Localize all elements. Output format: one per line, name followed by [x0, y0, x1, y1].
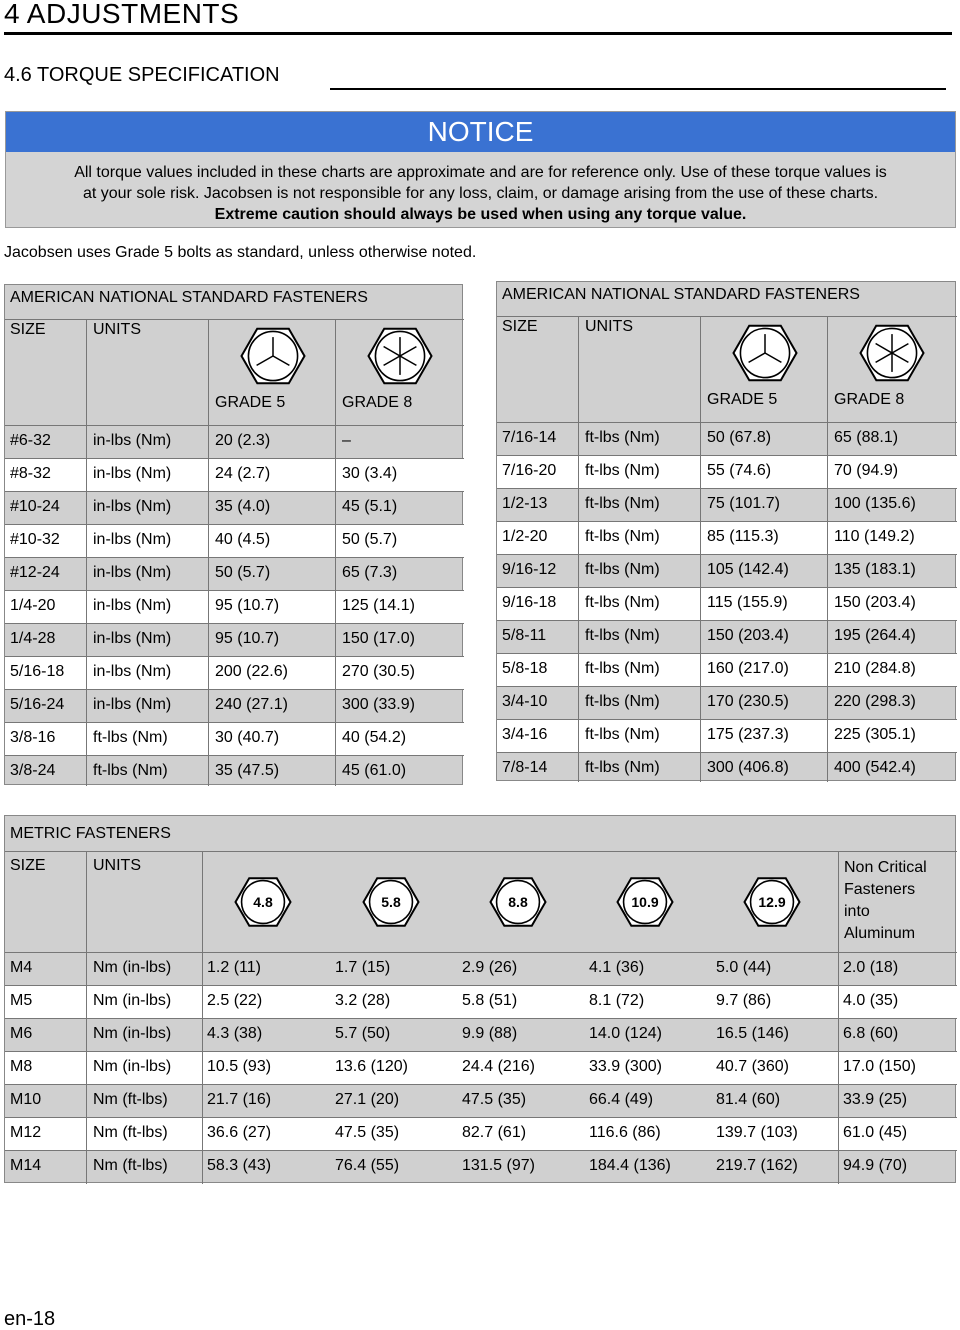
am-left-cell-grade8: 125 (14.1) — [342, 597, 415, 614]
am-left-cell-units: in-lbs (Nm) — [93, 597, 172, 614]
metric-cell-g12-9: 16.5 (146) — [716, 1025, 789, 1042]
am-left-cell-size: #8-32 — [10, 465, 51, 482]
am-left-cell-units: in-lbs (Nm) — [93, 663, 172, 680]
am-right-cell-grade8: 195 (264.4) — [834, 627, 916, 644]
am-left-cell-grade8: 150 (17.0) — [342, 630, 415, 647]
am-right-cell-size: 1/2-20 — [502, 528, 548, 545]
section-rule — [330, 88, 946, 90]
metric-hline — [5, 851, 957, 852]
am-right-cell-grade8: 70 (94.9) — [834, 462, 899, 479]
metric-cell-g8-8: 24.4 (216) — [462, 1058, 535, 1075]
am-left-hline — [5, 590, 464, 591]
metric-cell-size: M6 — [10, 1025, 33, 1042]
metric-cell-units: Nm (in-lbs) — [93, 992, 172, 1009]
am-right-cell-grade5: 150 (203.4) — [707, 627, 789, 644]
am-left-cell-grade5: 200 (22.6) — [215, 663, 288, 680]
metric-cell-g4-8: 1.2 (11) — [207, 959, 261, 976]
metric-cell-g12-9: 139.7 (103) — [716, 1124, 798, 1141]
metric-hline — [5, 1117, 957, 1118]
metric-header-aluminum-line: Aluminum — [844, 925, 916, 942]
am-left-cell-units: in-lbs (Nm) — [93, 564, 172, 581]
am-left-cell-grade8: 50 (5.7) — [342, 531, 398, 548]
am-left-hline — [5, 722, 464, 723]
am-left-cell-grade5: 240 (27.1) — [215, 696, 288, 713]
metric-cell-g12-9: 219.7 (162) — [716, 1157, 798, 1174]
am-left-hline — [5, 755, 464, 756]
am-right-cell-grade8: 225 (305.1) — [834, 726, 916, 743]
am-right-cell-grade5: 50 (67.8) — [707, 429, 772, 446]
am-left-cell-units: in-lbs (Nm) — [93, 432, 172, 449]
metric-cell-size: M4 — [10, 959, 33, 976]
am-right-cell-grade5: 85 (115.3) — [707, 528, 779, 545]
metric-cell-aluminum: 17.0 (150) — [843, 1058, 916, 1075]
chapter-title: 4 ADJUSTMENTS — [4, 0, 240, 29]
metric-header-size: SIZE — [10, 857, 46, 874]
metric-bolt-grade-label: 4.8 — [253, 894, 273, 910]
am-left-cell-size: 5/16-18 — [10, 663, 65, 680]
metric-cell-g8-8: 5.8 (51) — [462, 992, 518, 1009]
metric-cell-g10-9: 8.1 (72) — [589, 992, 645, 1009]
am-left-cell-size: #12-24 — [10, 564, 60, 581]
am-left-cell-units: in-lbs (Nm) — [93, 630, 172, 647]
am-right-hline — [497, 316, 957, 317]
am-right-cell-size: 7/8-14 — [502, 759, 548, 776]
am-left-cell-units: in-lbs (Nm) — [93, 498, 172, 515]
am-left-cell-grade8: 65 (7.3) — [342, 564, 398, 581]
am-left-cell-size: 1/4-28 — [10, 630, 56, 647]
am-left-cell-size: 3/8-24 — [10, 762, 56, 779]
am-left-cell-size: 3/8-16 — [10, 729, 56, 746]
am-left-cell-grade8: 40 (54.2) — [342, 729, 407, 746]
metric-cell-g12-9: 81.4 (60) — [716, 1091, 781, 1108]
am-left-header-units: UNITS — [93, 321, 141, 338]
notice-box — [5, 111, 956, 228]
am-right-cell-size: 5/8-11 — [502, 627, 547, 644]
am-right-cell-units: ft-lbs (Nm) — [585, 528, 660, 545]
am-right-cell-units: ft-lbs (Nm) — [585, 726, 660, 743]
metric-bolt-grade-label: 12.9 — [758, 894, 786, 910]
am-right-header-units: UNITS — [585, 318, 633, 335]
am-right-cell-size: 5/8-18 — [502, 660, 548, 677]
metric-cell-size: M14 — [10, 1157, 42, 1174]
am-right-cell-units: ft-lbs (Nm) — [585, 627, 660, 644]
metric-cell-size: M8 — [10, 1058, 33, 1075]
metric-cell-g5-8: 13.6 (120) — [335, 1058, 408, 1075]
am-right-cell-grade5: 300 (406.8) — [707, 759, 789, 776]
am-left-hline — [5, 491, 464, 492]
am-left-header-grade8: GRADE 8 — [342, 394, 413, 411]
am-left-cell-units: ft-lbs (Nm) — [93, 729, 168, 746]
am-left-hline — [5, 623, 464, 624]
am-left-header-size: SIZE — [10, 321, 46, 338]
am-left-cell-grade8: 30 (3.4) — [342, 465, 398, 482]
am-right-cell-grade5: 160 (217.0) — [707, 660, 789, 677]
metric-cell-g4-8: 10.5 (93) — [207, 1058, 272, 1075]
am-right-cell-size: 3/4-16 — [502, 726, 548, 743]
metric-cell-units: Nm (ft-lbs) — [93, 1157, 168, 1174]
metric-cell-aluminum: 94.9 (70) — [843, 1157, 908, 1174]
am-left-cell-units: in-lbs (Nm) — [93, 696, 172, 713]
am-left-cell-grade8: 300 (33.9) — [342, 696, 415, 713]
am-right-cell-size: 7/16-14 — [502, 429, 557, 446]
metric-cell-units: Nm (ft-lbs) — [93, 1124, 168, 1141]
metric-cell-g10-9: 66.4 (49) — [589, 1091, 654, 1108]
metric-cell-g5-8: 5.7 (50) — [335, 1025, 391, 1042]
metric-header-aluminum-line: Non Critical — [844, 859, 927, 876]
metric-cell-g12-9: 5.0 (44) — [716, 959, 772, 976]
am-right-cell-grade8: 210 (284.8) — [834, 660, 916, 677]
am-left-cell-grade8: – — [342, 432, 351, 449]
am-right-hline — [497, 554, 957, 555]
metric-bolt-grade-label: 5.8 — [381, 894, 401, 910]
metric-cell-g5-8: 27.1 (20) — [335, 1091, 400, 1108]
am-left-vline — [86, 319, 87, 786]
metric-cell-aluminum: 4.0 (35) — [843, 992, 899, 1009]
metric-cell-g4-8: 21.7 (16) — [207, 1091, 272, 1108]
am-right-hline — [497, 488, 957, 489]
am-right-cell-size: 7/16-20 — [502, 462, 557, 479]
bolt-grade-8-icon — [367, 323, 433, 389]
metric-bolt-grade-label: 8.8 — [508, 894, 528, 910]
bolt-grade-8-icon — [859, 320, 925, 386]
am-right-cell-grade5: 170 (230.5) — [707, 693, 789, 710]
american-fasteners-table-left — [4, 284, 463, 785]
notice-line-3: Extreme caution should always be used when using any torque value. — [214, 206, 747, 223]
metric-cell-units: Nm (in-lbs) — [93, 959, 172, 976]
am-right-cell-grade8: 220 (298.3) — [834, 693, 916, 710]
metric-hline — [5, 985, 957, 986]
am-right-vline — [700, 316, 701, 782]
am-right-hline — [497, 422, 957, 423]
metric-cell-g4-8: 2.5 (22) — [207, 992, 263, 1009]
metric-hline — [5, 952, 957, 953]
metric-header-units: UNITS — [93, 857, 141, 874]
metric-cell-g4-8: 36.6 (27) — [207, 1124, 272, 1141]
am-left-hline — [5, 319, 464, 320]
metric-cell-size: M5 — [10, 992, 33, 1009]
am-right-hline — [497, 620, 957, 621]
metric-vline — [86, 851, 87, 1184]
am-left-cell-grade5: 95 (10.7) — [215, 597, 280, 614]
am-right-cell-grade8: 100 (135.6) — [834, 495, 916, 512]
metric-cell-g10-9: 14.0 (124) — [589, 1025, 662, 1042]
metric-cell-g10-9: 184.4 (136) — [589, 1157, 671, 1174]
am-left-cell-units: in-lbs (Nm) — [93, 465, 172, 482]
metric-vline — [838, 851, 839, 1184]
metric-cell-aluminum: 6.8 (60) — [843, 1025, 899, 1042]
am-right-header-size: SIZE — [502, 318, 538, 335]
metric-cell-g4-8: 58.3 (43) — [207, 1157, 272, 1174]
metric-cell-g10-9: 4.1 (36) — [589, 959, 645, 976]
metric-header-aluminum-line: into — [844, 903, 870, 920]
am-right-hline — [497, 752, 957, 753]
am-right-header-grade8: GRADE 8 — [834, 391, 905, 408]
metric-cell-size: M12 — [10, 1124, 42, 1141]
am-right-cell-size: 1/2-13 — [502, 495, 548, 512]
american-fasteners-table-right — [496, 281, 956, 781]
metric-hline — [5, 1018, 957, 1019]
bolt-grade-5-icon — [240, 323, 306, 389]
notice-line-2: at your sole risk. Jacobsen is not responsible for any loss, claim, or damage arising from the use of these charts. — [82, 185, 879, 202]
am-right-cell-units: ft-lbs (Nm) — [585, 660, 660, 677]
am-left-hline — [5, 557, 464, 558]
am-right-cell-size: 9/16-12 — [502, 561, 557, 578]
metric-cell-aluminum: 33.9 (25) — [843, 1091, 908, 1108]
metric-cell-g12-9: 9.7 (86) — [716, 992, 772, 1009]
am-right-cell-grade5: 175 (237.3) — [707, 726, 789, 743]
am-right-cell-size: 9/16-18 — [502, 594, 557, 611]
am-right-hline — [497, 719, 957, 720]
am-right-hline — [497, 686, 957, 687]
bolt-grade-5-icon — [732, 320, 798, 386]
metric-cell-aluminum: 61.0 (45) — [843, 1124, 908, 1141]
am-left-cell-grade5: 20 (2.3) — [215, 432, 271, 449]
am-left-hline — [5, 656, 464, 657]
metric-cell-units: Nm (in-lbs) — [93, 1025, 172, 1042]
metric-cell-units: Nm (ft-lbs) — [93, 1091, 168, 1108]
am-left-cell-grade5: 35 (47.5) — [215, 762, 280, 779]
am-left-hline — [5, 425, 464, 426]
metric-cell-g10-9: 116.6 (86) — [589, 1124, 661, 1141]
metric-cell-g4-8: 4.3 (38) — [207, 1025, 263, 1042]
am-right-vline — [578, 316, 579, 782]
am-right-title: AMERICAN NATIONAL STANDARD FASTENERS — [502, 286, 860, 303]
chapter-rule — [4, 32, 952, 35]
am-right-cell-grade8: 65 (88.1) — [834, 429, 899, 446]
metric-hline — [5, 1084, 957, 1085]
am-left-cell-size: #10-24 — [10, 498, 60, 515]
am-right-cell-grade8: 150 (203.4) — [834, 594, 916, 611]
metric-cell-g5-8: 1.7 (15) — [335, 959, 391, 976]
am-left-title: AMERICAN NATIONAL STANDARD FASTENERS — [10, 289, 368, 306]
am-left-cell-grade5: 50 (5.7) — [215, 564, 271, 581]
am-right-cell-units: ft-lbs (Nm) — [585, 495, 660, 512]
metric-cell-g8-8: 131.5 (97) — [462, 1157, 535, 1174]
am-right-cell-grade5: 75 (101.7) — [707, 495, 780, 512]
am-left-cell-grade8: 270 (30.5) — [342, 663, 415, 680]
am-right-header-grade5: GRADE 5 — [707, 391, 778, 408]
am-left-vline — [208, 319, 209, 786]
metric-cell-g8-8: 9.9 (88) — [462, 1025, 518, 1042]
am-right-vline — [827, 316, 828, 782]
am-right-hline — [497, 455, 957, 456]
am-left-cell-grade5: 95 (10.7) — [215, 630, 280, 647]
notice-text — [6, 152, 955, 225]
metric-cell-g12-9: 40.7 (360) — [716, 1058, 789, 1075]
metric-hline — [5, 1051, 957, 1052]
notice-line-1: All torque values included in these charts are approximate and are for reference only. Use of these torque values is — [74, 164, 887, 181]
am-right-cell-grade8: 110 (149.2) — [834, 528, 915, 545]
am-left-header-grade5: GRADE 5 — [215, 394, 286, 411]
metric-cell-size: M10 — [10, 1091, 42, 1108]
metric-cell-g8-8: 2.9 (26) — [462, 959, 518, 976]
metric-header-aluminum-line: Fasteners — [844, 881, 916, 898]
page-number: en-18 — [4, 1308, 56, 1330]
am-left-vline — [335, 319, 336, 786]
am-right-cell-grade5: 115 (155.9) — [707, 594, 788, 611]
metric-hline — [5, 1150, 957, 1151]
am-right-cell-grade5: 55 (74.6) — [707, 462, 772, 479]
am-left-hline — [5, 689, 464, 690]
notice-title: NOTICE — [6, 112, 955, 152]
metric-cell-aluminum: 2.0 (18) — [843, 959, 899, 976]
metric-cell-g10-9: 33.9 (300) — [589, 1058, 662, 1075]
am-left-cell-grade5: 30 (40.7) — [215, 729, 280, 746]
am-right-cell-grade5: 105 (142.4) — [707, 561, 789, 578]
metric-cell-units: Nm (in-lbs) — [93, 1058, 172, 1075]
am-left-cell-size: 1/4-20 — [10, 597, 56, 614]
am-right-cell-units: ft-lbs (Nm) — [585, 429, 660, 446]
am-left-cell-grade8: 45 (61.0) — [342, 762, 407, 779]
am-left-cell-size: #10-32 — [10, 531, 60, 548]
am-left-hline — [5, 524, 464, 525]
am-right-cell-size: 3/4-10 — [502, 693, 548, 710]
am-right-cell-units: ft-lbs (Nm) — [585, 594, 660, 611]
am-right-cell-grade8: 135 (183.1) — [834, 561, 916, 578]
am-right-hline — [497, 653, 957, 654]
metric-cell-g8-8: 82.7 (61) — [462, 1124, 527, 1141]
am-left-cell-units: ft-lbs (Nm) — [93, 762, 168, 779]
am-left-cell-grade5: 40 (4.5) — [215, 531, 271, 548]
metric-cell-g8-8: 47.5 (35) — [462, 1091, 527, 1108]
am-right-cell-units: ft-lbs (Nm) — [585, 759, 660, 776]
am-left-cell-grade5: 24 (2.7) — [215, 465, 271, 482]
am-right-cell-units: ft-lbs (Nm) — [585, 462, 660, 479]
metric-cell-g5-8: 3.2 (28) — [335, 992, 391, 1009]
metric-cell-g5-8: 76.4 (55) — [335, 1157, 400, 1174]
section-title: 4.6 TORQUE SPECIFICATION — [4, 64, 280, 86]
am-left-cell-grade5: 35 (4.0) — [215, 498, 271, 515]
am-right-cell-units: ft-lbs (Nm) — [585, 693, 660, 710]
am-right-cell-grade8: 400 (542.4) — [834, 759, 916, 776]
am-right-cell-units: ft-lbs (Nm) — [585, 561, 660, 578]
am-left-cell-size: 5/16-24 — [10, 696, 65, 713]
metric-bolt-grade-label: 10.9 — [631, 894, 659, 910]
am-left-cell-size: #6-32 — [10, 432, 51, 449]
metric-header-aluminum — [844, 857, 927, 945]
metric-title: METRIC FASTENERS — [10, 825, 171, 842]
am-left-cell-grade8: 45 (5.1) — [342, 498, 398, 515]
metric-vline — [202, 851, 203, 1184]
standard-bolt-note: Jacobsen uses Grade 5 bolts as standard, unless otherwise noted. — [4, 244, 477, 261]
metric-fasteners-table — [4, 815, 956, 1183]
am-right-hline — [497, 521, 957, 522]
metric-cell-g5-8: 47.5 (35) — [335, 1124, 400, 1141]
am-left-cell-units: in-lbs (Nm) — [93, 531, 172, 548]
am-right-hline — [497, 587, 957, 588]
am-left-hline — [5, 458, 464, 459]
